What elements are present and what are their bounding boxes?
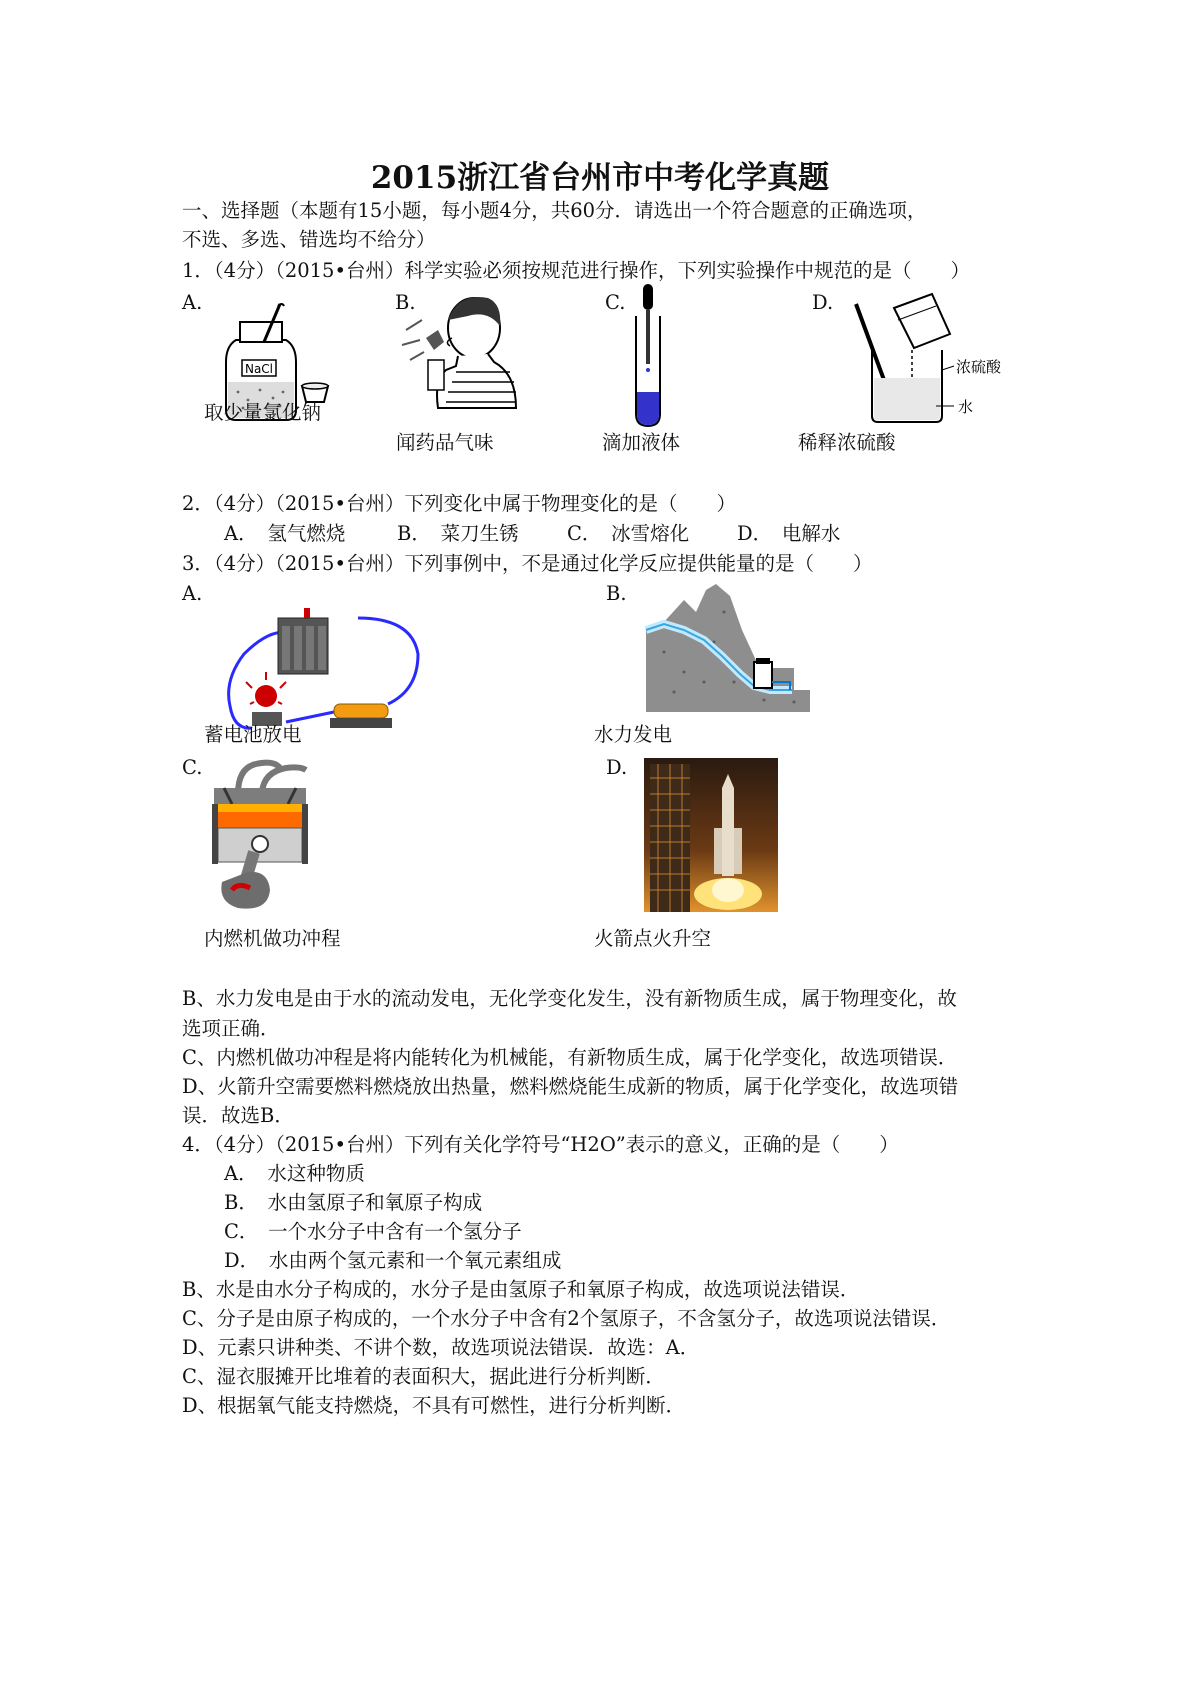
q3-analysis-line2: 选项正确． <box>182 1017 280 1040</box>
q4-analysis-line3: D、元素只讲种类、不讲个数，故选项说法错误．故选：A． <box>182 1336 700 1359</box>
q4-option-a: A． 水这种物质 <box>224 1162 365 1185</box>
q1-option-c-caption: 滴加液体 <box>602 431 681 454</box>
q2-stem: 2．（4分）（2015•台州）下列变化中属于物理变化的是（ ） <box>182 492 736 515</box>
q3-option-a-letter: A. <box>182 582 203 605</box>
q3-option-b-letter: B. <box>606 582 627 605</box>
q1-option-d-letter: D. <box>812 291 834 314</box>
q3-analysis-line3: C、内燃机做功冲程是将内能转化为机械能，有新物质生成，属于化学变化，故选项错误． <box>182 1046 958 1069</box>
q1-option-b-letter: B. <box>395 291 416 314</box>
q3-analysis-line5: 误．故选B． <box>182 1104 294 1127</box>
q3-figure-rocket <box>644 758 778 912</box>
q2-option-c: C． 冰雪熔化 <box>567 522 690 545</box>
q3-option-d-caption: 火箭点火升空 <box>594 927 712 950</box>
q2-option-d: D． 电解水 <box>737 522 841 545</box>
water-label: 水 <box>958 398 974 416</box>
q4-stem: 4．（4分）（2015•台州）下列有关化学符号“H2O”表示的意义，正确的是（ ） <box>182 1133 899 1156</box>
q1-option-b-caption: 闻药品气味 <box>396 431 494 454</box>
q4-analysis-line1: B、水是由水分子构成的，水分子是由氢原子和氧原子构成，故选项说法错误． <box>182 1278 860 1301</box>
nacl-label: NaCl <box>244 362 274 376</box>
q3-option-c-letter: C. <box>182 756 203 779</box>
q3-option-c-caption: 内燃机做功冲程 <box>204 927 341 950</box>
q2-option-a: A． 氢气燃烧 <box>224 522 346 545</box>
q4-option-d: D． 水由两个氢元素和一个氧元素组成 <box>224 1249 562 1272</box>
q3-figure-hydropower <box>644 582 814 712</box>
q1-figure-dilution <box>832 290 1002 430</box>
q4-option-b: B． 水由氢原子和氧原子构成 <box>224 1191 483 1214</box>
q3-analysis-line1: B、水力发电是由于水的流动发电，无化学变化发生，没有新物质生成，属于物理变化，故 <box>182 987 957 1010</box>
acid-label: 浓硫酸 <box>956 358 1002 376</box>
q4-analysis-line5: D、根据氧气能支持燃烧，不具有可燃性，进行分析判断． <box>182 1394 686 1417</box>
section-header-line2: 不选、多选、错选均不给分） <box>182 228 436 251</box>
section-header-line1: 一、选择题（本题有15小题，每小题4分，共60分．请选出一个符合题意的正确选项， <box>182 199 927 222</box>
q1-stem: 1．（4分）（2015•台州）科学实验必须按规范进行操作，下列实验操作中规范的是（ ） <box>182 259 970 282</box>
q3-option-a-caption: 蓄电池放电 <box>204 723 302 746</box>
q1-option-d-caption: 稀释浓硫酸 <box>798 431 896 454</box>
q3-analysis-line4: D、火箭升空需要燃料燃烧放出热量，燃料燃烧能生成新的物质，属于化学变化，故选项错 <box>182 1075 959 1098</box>
page-title: 2015浙江省台州市中考化学真题 <box>370 160 830 196</box>
q3-figure-engine <box>208 758 318 918</box>
q4-analysis-line2: C、分子是由原子构成的，一个水分子中含有2个氢原子，不含氢分子，故选项说法错误． <box>182 1307 951 1330</box>
q1-option-a-letter: A. <box>182 291 203 314</box>
q1-option-a-caption: 取少量氯化钠 <box>204 401 322 424</box>
q3-stem: 3．（4分）（2015•台州）下列事例中，不是通过化学反应提供能量的是（ ） <box>182 552 873 575</box>
q1-figure-dropper <box>628 282 668 432</box>
q4-option-c: C． 一个水分子中含有一个氢分子 <box>224 1220 522 1243</box>
q2-option-b: B． 菜刀生锈 <box>397 522 519 545</box>
q4-analysis-line4: C、湿衣服摊开比堆着的表面积大，据此进行分析判断． <box>182 1365 665 1388</box>
q3-option-b-caption: 水力发电 <box>594 723 673 746</box>
q3-option-d-letter: D. <box>606 756 628 779</box>
q1-figure-smelling <box>398 290 528 420</box>
q1-option-c-letter: C. <box>605 291 626 314</box>
